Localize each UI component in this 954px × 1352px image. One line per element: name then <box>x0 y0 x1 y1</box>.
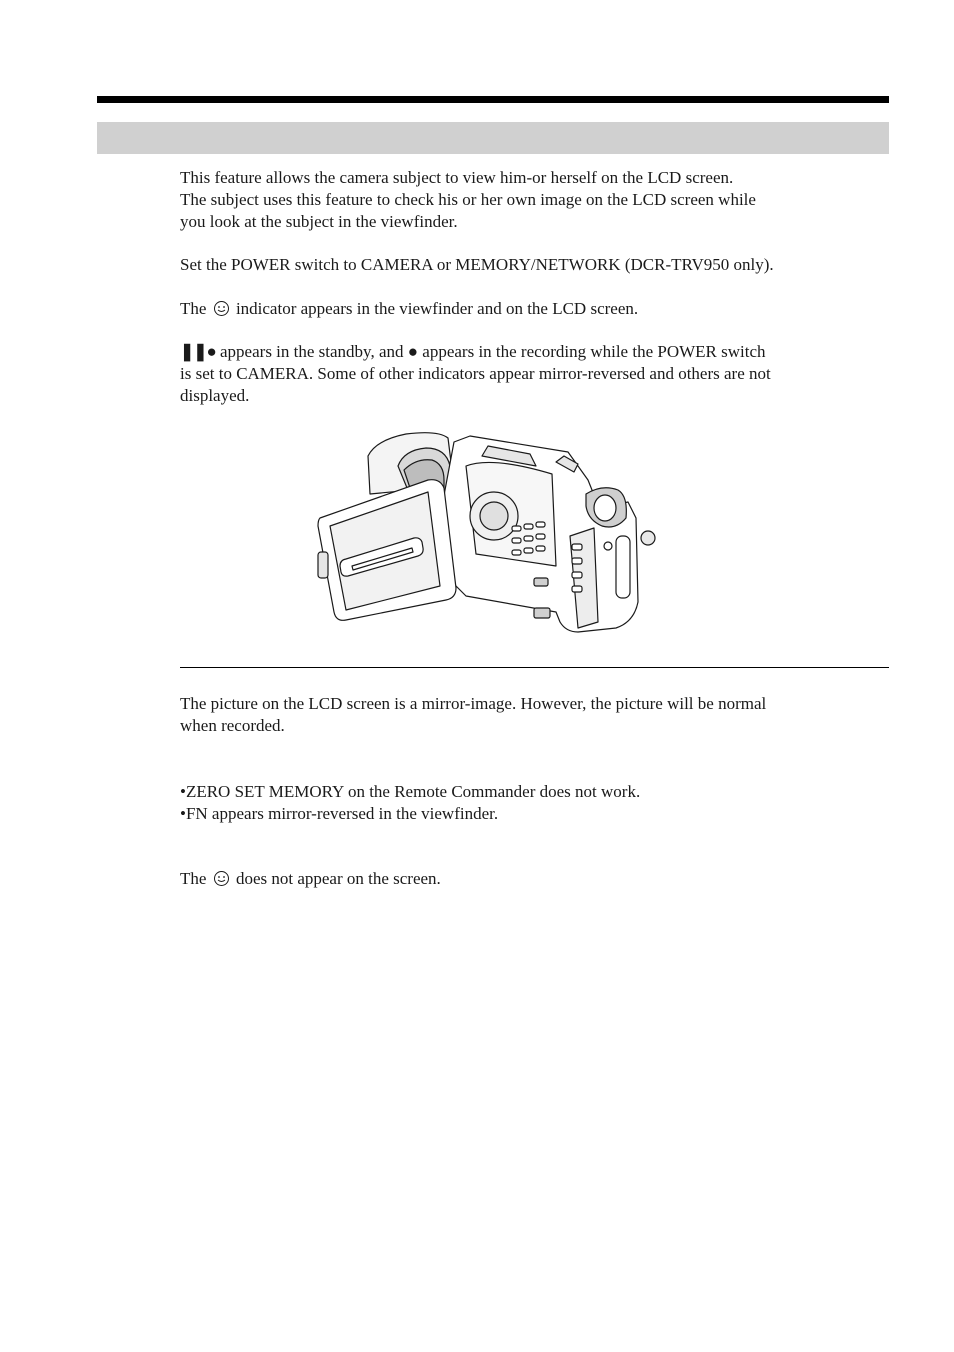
mirror-image-note <box>180 693 880 737</box>
mirror-note-line-2: when recorded. <box>180 716 285 735</box>
intro-line-3: you look at the subject in the viewfinder. <box>180 212 458 231</box>
mirror-mode-face-icon <box>213 300 230 317</box>
status-line1-b: appears in the recording while the POWER switch <box>422 342 766 361</box>
status-line-2: is set to CAMERA. Some of other indicators appear mirror-reversed and others are not <box>180 364 771 383</box>
status-line-3: displayed. <box>180 386 250 405</box>
intro-paragraph <box>180 167 880 233</box>
status-paragraph <box>180 341 880 407</box>
intro-line-1: This feature allows the camera subject to view him-or herself on the LCD screen. <box>180 168 734 187</box>
section-heading-band <box>97 122 889 154</box>
limitations-list <box>180 781 880 825</box>
indicator-note <box>180 298 880 320</box>
indicator-after: indicator appears in the viewfinder and on the LCD screen. <box>235 299 639 318</box>
intro-line-2: The subject uses this feature to check his or her own image on the LCD screen while <box>180 190 756 209</box>
mirror-mode-face-icon <box>213 870 230 887</box>
no-display-before: The <box>180 869 207 888</box>
rec-symbol: ● <box>407 342 419 361</box>
indicator-before: The <box>180 299 207 318</box>
standby-rec-symbol: ❚❚● <box>180 342 216 361</box>
no-display-after: does not appear on the screen. <box>235 869 441 888</box>
power-step-text: Set the POWER switch to CAMERA or MEMORY/NETWORK (DCR-TRV950 only). <box>180 255 774 274</box>
power-step <box>180 254 880 276</box>
list-item: •FN appears mirror-reversed in the viewfinder. <box>180 804 499 823</box>
camcorder-illustration <box>316 426 662 634</box>
status-line1-a: appears in the standby, and <box>220 342 404 361</box>
mirror-note-line-1: The picture on the LCD screen is a mirror-image. However, the picture will be normal <box>180 694 767 713</box>
no-display-note <box>180 868 880 890</box>
list-item: •ZERO SET MEMORY on the Remote Commander does not work. <box>180 782 641 801</box>
top-rule <box>97 96 889 103</box>
section-divider <box>180 667 889 668</box>
